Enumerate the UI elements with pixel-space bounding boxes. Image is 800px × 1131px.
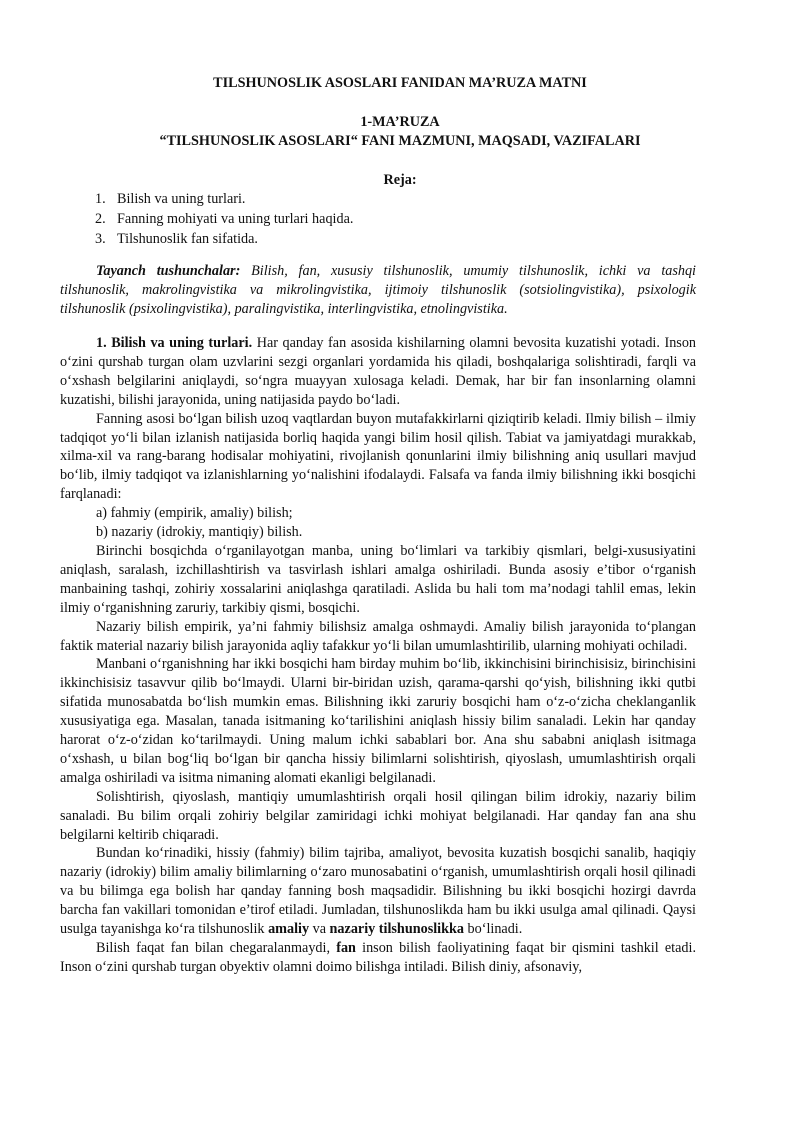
lecture-title: “TILSHUNOSLIK ASOSLARI“ FANI MAZMUNI, MAQSADI, VAZIFALARI [159,133,641,149]
term-fan: fan [336,940,356,956]
lecture-number: 1-MA’RUZA [360,114,440,130]
plan-item [95,209,353,229]
paragraph-text: va [309,921,330,938]
paragraph-text: Bilish faqat fan bilan chegaralanmaydi, [96,940,337,956]
paragraph: Fanning asosi bo‘lgan bilish uzoq vaqtlardan buyon mutafakkirlarni qiziqtirib keladi. Ilmiy bilish – ilmiy tadqiqot yo‘li bilan izlanish natijasida borliq haqida yangi bilim hosil qilish. Tabiat va jamiyatdagi murakkab, xilma-xil va rang-barang hodisalar mohiyatini, rivojlanish qonunlarini ilmiy bilishning aniq usullari mavjud bo‘lib, ilmiy tadqiqot va izlanishlarning yo‘nalishini ifodalaydi. Falsafa va fanda ilmiy bilishning ikki bosqichi farqlanadi: [60,410,696,503]
keywords-text: Bilish, fan, xususiy tilshunoslik, umumiy tilshunoslik, ichki va tashqi tilshunoslik, makrolingvistika va mikrolingvistika, ijtimoiy tilshunoslik (sotsiolingvistika), psixologik tilshunoslik (psixolingvistika), paralingvistika, interlingvistika, etnolingvistika. [60,263,697,317]
plan-item-number: 1. [95,191,106,207]
plan-item-number: 3. [95,231,106,247]
keywords-paragraph [60,262,696,319]
keywords-label: Tayanch tushunchalar: [96,263,241,279]
paragraph: Manbani o‘rganishning har ikki bosqichi ham birday muhim bo‘lib, ikkinchisini birinchisisiz, birinchisini ikkinchisisiz tasavvur qilib bo‘lmaydi. Ularni bir-biridan uzish, qarama-qarshi qo‘yish, bilishning ikki qutbi sifatida munosabatda bo‘lish mumkin emas. Bilishning ikki zaruriy bosqichi ham o‘z-o‘zicha cheklanganlik xususiyatiga ega. Masalan, tanada isitmaning ko‘tarilishini aniqlash hissiy bilim sanaladi. Lekin har qanday harorat o‘z-o‘zidan ko‘tarilmaydi. Uning malum ichki sabablari bor. Ana shu sababni aniqlash isitmaga o‘xshash, u bilan bog‘liq bo‘lgan bir qancha hissiy bilimlarni solishtirish, qiyoslash, umumlashtirish orqali amalga oshiriladi va isitma nimaning alomati ekanligi belgilanadi. [60,656,696,786]
term-nazariy: nazariy tilshunoslikka [329,921,464,938]
document-title: TILSHUNOSLIK ASOSLARI FANIDAN MA’RUZA MATNI [213,75,587,91]
paragraph [60,939,696,977]
plan-item [95,189,353,209]
plan-item-text: Bilish va uning turlari. [117,191,246,207]
term-amaliy: amaliy [268,921,310,938]
paragraph-text: inson bilish faoliyatining faqat bir qismini tashkil etadi. Inson o‘zini qurshab turgan obyektiv olamni doimo bilishga intiladi. Bilish diniy, afsonaviy, [60,940,696,975]
paragraph-text: Bundan ko‘rinadiki, hissiy (fahmiy) bilim tajriba, amaliyot, bevosita kuzatish bosqichi sanalib, haqiqiy nazariy (idrokiy) bilim amaliy bilimlarning o‘zaro munosabatini o‘rganish, umumlashtirish orqali hosil qilinadi va bu bilimga ega bolish har qanday fanning bosh maqsadidir. Bilishning bu ikki bosqichi hozirgi davrda barcha fan vakillari tomonidan e’tirof etiladi. Jumladan, tilshunoslikda ham bu ikki usulga amal qilinadi. Qaysi usulga tayanishga ko‘ra tilshunoslik [60,845,696,938]
paragraph-text: bo‘linadi. [463,921,523,938]
body-text [60,334,696,977]
plan-list [95,189,353,249]
plan-item [95,229,353,249]
plan-item-text: Tilshunoslik fan sifatida. [117,231,258,247]
plan-item-text: Fanning mohiyati va uning turlari haqida. [117,211,354,227]
plan-heading: Reja: [383,172,417,188]
paragraph: Solishtirish, qiyoslash, mantiqiy umumlashtirish orqali hosil qilingan bilim idrokiy, nazariy bilim sanaladi. Bu bilim orqali zohiriy belgilar zamiridagi ichki mohiyat belgilanadi. Har qanday fan ana shu belgilarni keltirib chiqaradi. [60,788,696,843]
plan-item-number: 2. [95,211,106,227]
paragraph [60,844,696,939]
list-line: a) fahmiy (empirik, amaliy) bilish; [96,505,293,522]
list-line: b) nazariy (idrokiy, mantiqiy) bilish. [96,524,303,541]
paragraph-text: Har qanday fan asosida kishilarning olamni bevosita kuzatishi yotadi. Inson o‘zini qurshab turgan olam uzvlarini sezgi organlari yordamida his qiladi, boshqalariga solishtiradi, farqli va o‘xshash belgilarini aniqlaydi, so‘ngra muayyan xulosaga keladi. Demak, har bir fan insonlarning olamni kuzatishi, bilishi jarayonida, uning natijasida paydo bo‘ladi. [60,335,697,408]
section-heading: 1. Bilish va uning turlari. [96,335,253,351]
paragraph: Birinchi bosqichda o‘rganilayotgan manba, uning bo‘limlari va tarkibiy qismlari, belgi-xususiyatini aniqlash, saralash, izchillashtirish va tasvirlash ishlari amalga oshiriladi. Bunda asosiy e’tibor o‘rganish manbaining tashqi, zohiriy xossalarini aniqlashga qaratiladi. Aslida bu hali tom ma’nodagi tahlil emas, lekin ilmiy o‘rganishning zaruriy, tarkibiy qismi, bosqichi. [60,542,696,616]
paragraph [60,334,696,410]
paragraph: Nazariy bilish empirik, ya’ni fahmiy bilishsiz amalga oshmaydi. Amaliy bilish jarayonida to‘plangan faktik material nazariy bilish jarayonida aqliy tafakkur yo‘li bilan umumlashtirilib, ularning mohiyati ochiladi. [60,618,696,654]
